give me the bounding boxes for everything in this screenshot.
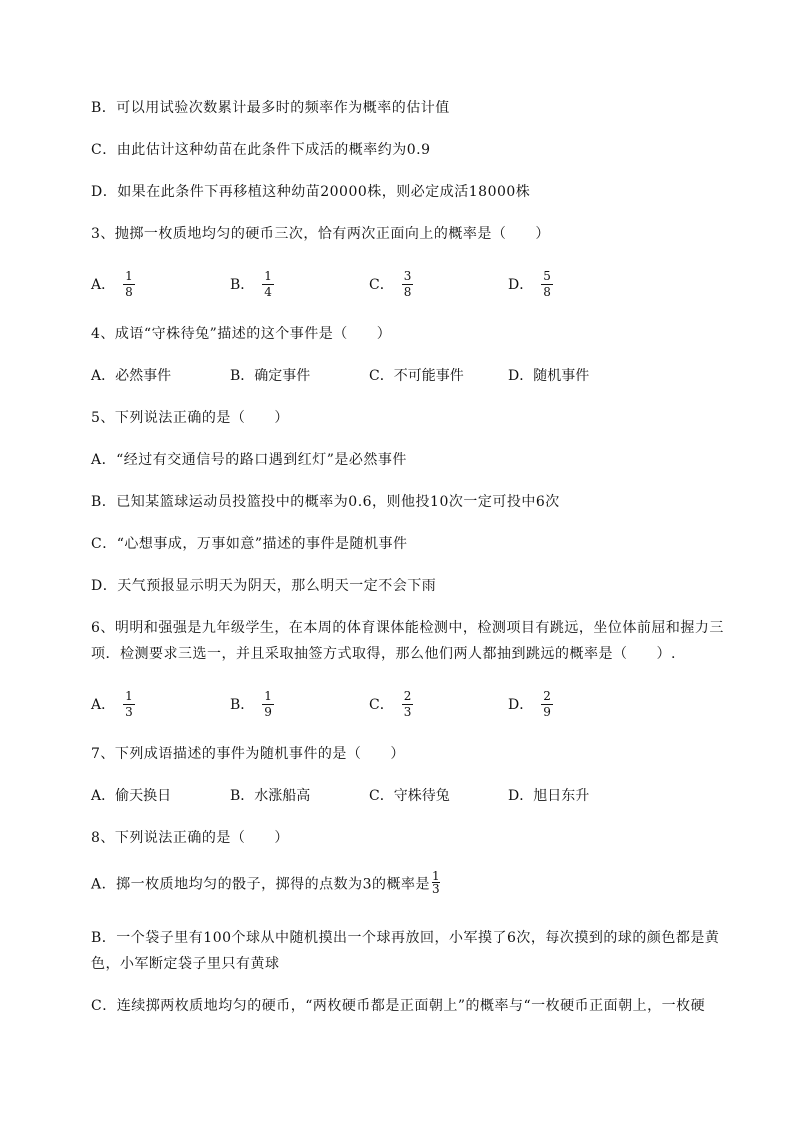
q6-option-c: C． $\frac{2}{3}$: [369, 688, 412, 719]
q4-option-b: B．确定事件: [230, 368, 311, 384]
q3-option-a: A． $\frac{1}{8}$: [91, 268, 133, 299]
fraction: $\frac{1}{9}$: [264, 688, 272, 719]
q6-options: [91, 684, 751, 724]
q3-options: [91, 264, 751, 304]
fraction: $\frac{2}{3}$: [403, 688, 412, 719]
fraction: $\frac{1}{8}$: [125, 268, 133, 299]
q4-option-c: C．不可能事件: [369, 368, 464, 384]
question-8: 8、下列说法正确的是（ ）: [91, 830, 289, 846]
fraction: $\frac{1}{4}$: [264, 268, 272, 299]
q8-option-a: A．掷一枚质地均匀的骰子，掷得的点数为3的概率是 $\frac{1}{3}$: [91, 869, 441, 896]
q5-option-a: A．“经过有交通信号的路口遇到红灯”是必然事件: [91, 452, 407, 468]
question-6-line-2: 项．检测要求三选一，并且采取抽签方式取得，那么他们两人都抽到跳远的概率是（ ）.: [91, 646, 676, 662]
fraction: $\frac{1}{3}$: [432, 869, 441, 896]
question-7: 7、下列成语描述的事件为随机事件的是（ ）: [91, 746, 405, 762]
q3-option-d: D． $\frac{5}{8}$: [508, 268, 551, 299]
q4-option-d: D．随机事件: [508, 368, 590, 384]
q4-option-a: A．必然事件: [91, 368, 172, 384]
q2-option-b: B．可以用试验次数累计最多时的频率作为概率的估计值: [91, 100, 450, 116]
q8-option-c-line-1: C．连续掷两枚质地均匀的硬币，“两枚硬币都是正面朝上”的概率与“一枚硬币正面朝上，一枚硬: [91, 998, 706, 1014]
q7-option-d: D．旭日东升: [508, 788, 590, 804]
q2-option-c: C．由此估计这种幼苗在此条件下成活的概率约为0.9: [91, 142, 431, 158]
question-6-line-1: 6、明明和强强是九年级学生，在本周的体育课体能检测中，检测项目有跳远，坐位体前屈和握力三: [91, 620, 724, 636]
q7-option-a: A．偷天换日: [91, 788, 172, 804]
q6-option-b: B． $\frac{1}{9}$: [230, 688, 272, 719]
fraction: $\frac{3}{8}$: [403, 268, 412, 299]
q8-option-b-line-2: 色，小军断定袋子里只有黄球: [91, 956, 280, 972]
q7-option-b: B．水涨船高: [230, 788, 311, 804]
fraction: $\frac{2}{9}$: [543, 688, 551, 719]
q5-option-d: D．天气预报显示明天为阴天，那么明天一定不会下雨: [91, 578, 437, 594]
q2-option-d: D．如果在此条件下再移植这种幼苗20000株，则必定成活18000株: [91, 184, 531, 200]
q6-option-d: D． $\frac{2}{9}$: [508, 688, 551, 719]
q4-options: [91, 366, 751, 386]
question-4: 4、成语“守株待兔”描述的这个事件是（ ）: [91, 326, 392, 342]
question-5: 5、下列说法正确的是（ ）: [91, 410, 289, 426]
fraction: $\frac{5}{8}$: [543, 268, 551, 299]
fraction: $\frac{1}{3}$: [125, 688, 133, 719]
question-3: 3、抛掷一枚质地均匀的硬币三次，恰有两次正面向上的概率是（ ）: [91, 226, 550, 242]
q3-option-b: B． $\frac{1}{4}$: [230, 268, 272, 299]
q7-option-c: C．守株待兔: [369, 788, 450, 804]
q3-option-c: C． $\frac{3}{8}$: [369, 268, 412, 299]
q7-options: [91, 786, 751, 806]
q8-option-b-line-1: B．一个袋子里有100个球从中随机摸出一个球再放回，小军摸了6次，每次摸到的球的颜色都是黄: [91, 930, 720, 946]
q5-option-b: B．已知某篮球运动员投篮投中的概率为0.6，则他投10次一定可投中6次: [91, 494, 560, 510]
q6-option-a: A． $\frac{1}{3}$: [91, 688, 133, 719]
q5-option-c: C．“心想事成，万事如意”描述的事件是随机事件: [91, 536, 408, 552]
